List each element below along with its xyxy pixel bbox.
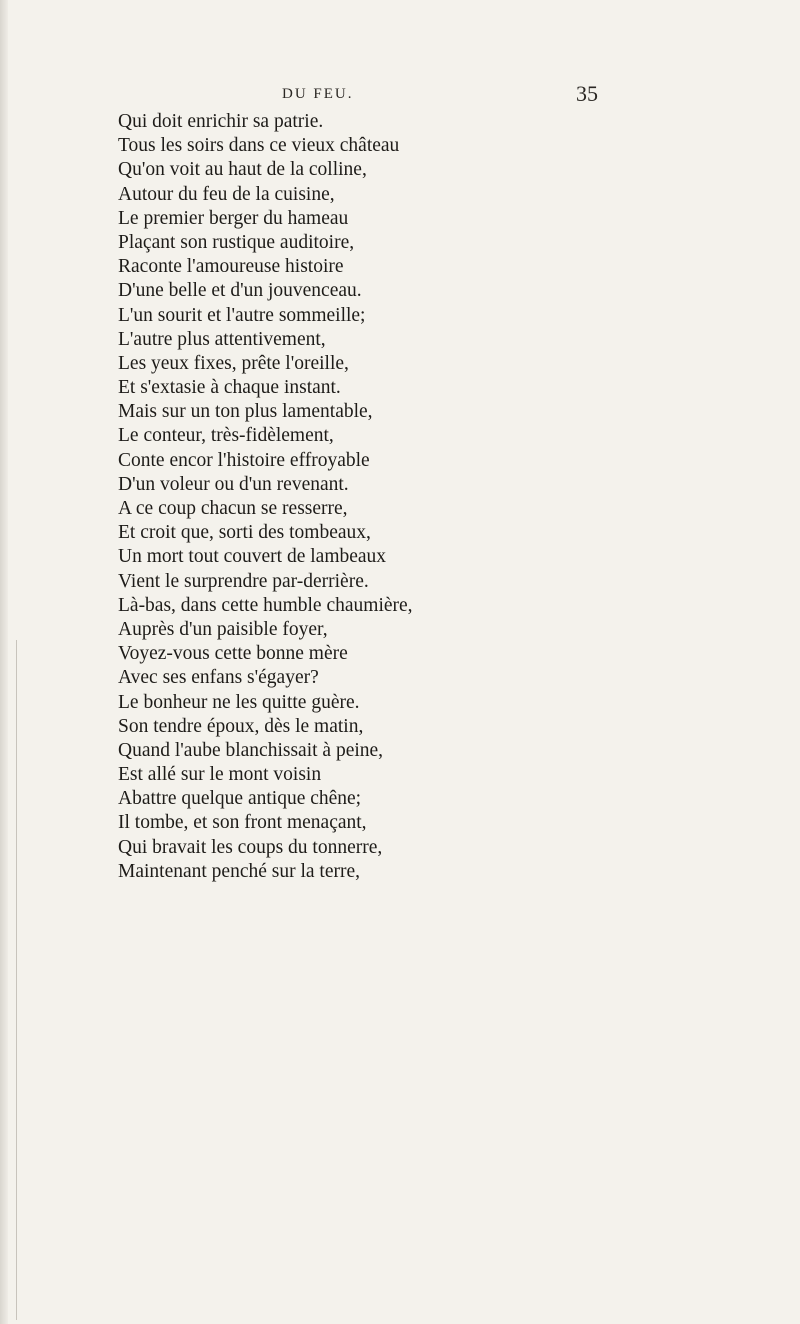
verse-line: Voyez-vous cette bonne mère	[118, 643, 348, 665]
verse-line: Avec ses enfans s'égayer?	[118, 667, 319, 689]
verse-line: D'une belle et d'un jouvenceau.	[118, 280, 362, 302]
verse-line: Et s'extasie à chaque instant.	[118, 377, 341, 399]
verse-line: Quand l'aube blanchissait à peine,	[118, 739, 384, 761]
verse-line: Là-bas, dans cette humble chaumière,	[118, 594, 413, 616]
verse-line: Le conteur, très-fidèlement,	[118, 425, 334, 447]
running-title: DU FEU.	[282, 86, 354, 102]
verse-line: Maintenant penché sur la terre,	[118, 860, 361, 882]
poem-verse-block	[118, 110, 678, 884]
verse-line: Et croit que, sorti des tombeaux,	[118, 522, 371, 544]
page-number: 35	[576, 81, 598, 106]
verse-line: Conte encor l'histoire effroyable	[118, 449, 370, 471]
verse-line: Vient le surprendre par-derrière.	[118, 570, 369, 592]
verse-line: Raconte l'amoureuse histoire	[118, 256, 344, 278]
verse-line: Est allé sur le mont voisin	[118, 764, 322, 786]
verse-line: Qu'on voit au haut de la colline,	[118, 159, 367, 181]
binding-edge-line	[16, 640, 17, 1320]
verse-line: Qui bravait les coups du tonnerre,	[118, 836, 383, 858]
verse-line: A ce coup chacun se resserre,	[118, 498, 348, 519]
verse-line: Abattre quelque antique chêne;	[118, 788, 362, 810]
running-head	[0, 81, 800, 110]
verse-line: L'autre plus attentivement,	[118, 328, 326, 350]
verse-line: Mais sur un ton plus lamentable,	[118, 401, 373, 423]
verse-line: Plaçant son rustique auditoire,	[118, 231, 355, 253]
verse-line: Autour du feu de la cuisine,	[118, 183, 335, 205]
verse-line: Les yeux fixes, prête l'oreille,	[118, 352, 349, 374]
verse-line: L'un sourit et l'autre sommeille;	[118, 304, 366, 326]
verse-line: Le bonheur ne les quitte guère.	[118, 691, 360, 713]
verse-line: Son tendre époux, dès le matin,	[118, 715, 364, 737]
verse-line: Le premier berger du hameau	[118, 207, 349, 229]
verse-line: Tous les soirs dans ce vieux château	[118, 135, 400, 157]
verse-line: D'un voleur ou d'un revenant.	[118, 473, 349, 495]
verse-line: Il tombe, et son front menaçant,	[118, 812, 367, 834]
verse-line: Un mort tout couvert de lambeaux	[118, 546, 387, 568]
page-gutter-shadow	[0, 0, 8, 1324]
verse-line: Auprès d'un paisible foyer,	[118, 618, 328, 640]
verse-line: Qui doit enrichir sa patrie.	[118, 111, 324, 132]
